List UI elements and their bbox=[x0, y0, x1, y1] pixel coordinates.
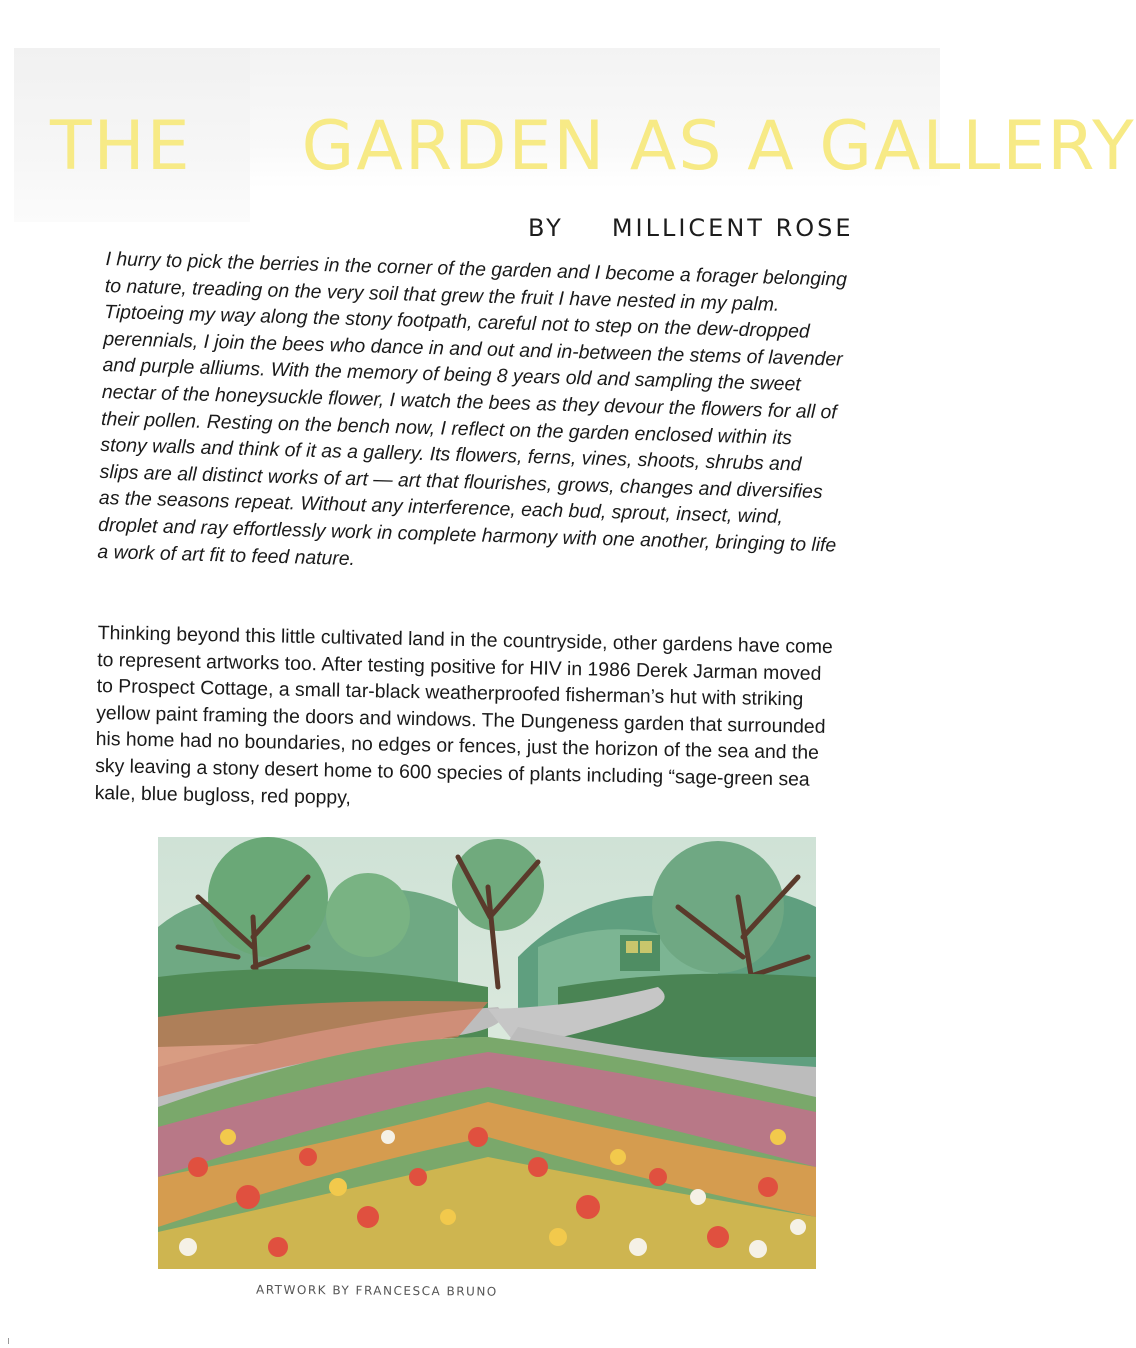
artwork-credit: ARTWORK BY FRANCESCA BRUNO bbox=[255, 1282, 498, 1299]
byline-prefix: BY bbox=[528, 214, 564, 242]
author-name: MILLICENT ROSE bbox=[611, 214, 854, 242]
title-rest: GARDEN AS A GALLERY bbox=[301, 107, 1136, 186]
title-word-the: THE bbox=[50, 107, 192, 186]
garden-painting-illustration bbox=[158, 837, 816, 1269]
paragraph-jarman: Thinking beyond this little cultivated land in the countryside, other gardens have come to represent artworks too. After testing positive for HIV in 1986 Derek Jarman moved to Prospect Cottage, a small tar-black weatherproofed fisherman’s hut with striking yellow paint framing the doors and windows. The Dungeness garden that surrounded his home had no boundaries, no edges or fences, just the horizon of the sea and the sky leaving a stony desert home to 600 species of plants including “sage-green sea kale, blue bugloss, red poppy, bbox=[94, 621, 833, 809]
paragraph-intro: I hurry to pick the berries in the corner of the garden and I become a forager belonging to nature, treading on the very soil that grew the fruit I have nested in my palm. Tiptoeing my way along the stony footpath, careful not to step on the dew-dropped perennials, I join the bees who dance in and out and in-between the stems of lavender and purple alliums. With the memory of being 8 years old and sampling the sweet nectar of the honeysuckle flower, I watch the bees as they devour the flowers for all of their pollen. Resting on the bench now, I reflect on the garden enclosed within its stony walls and think of it as a gallery. Its flowers, ferns, vines, shoots, shrubs and slips are all distinct works of art — art that flourishes, grows, changes and diversifies as the seasons repeat. Without any interference, each bud, sprout, insect, wind, droplet and ray effortlessly work in complete harmony with one another, bringing to life a work of art fit to feed nature. bbox=[97, 247, 848, 570]
article-title bbox=[50, 92, 1136, 202]
page-mark bbox=[8, 1338, 9, 1344]
byline bbox=[528, 208, 858, 248]
garden-painting bbox=[158, 837, 816, 1269]
